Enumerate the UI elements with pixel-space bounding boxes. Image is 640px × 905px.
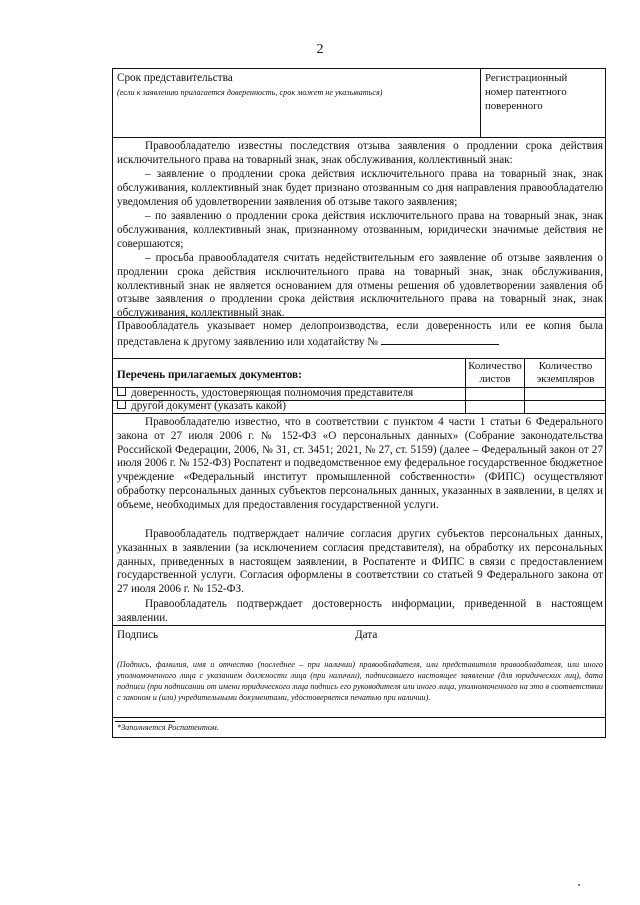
document-item[interactable] [117, 387, 462, 400]
document-item[interactable] [117, 400, 462, 413]
checkbox[interactable] [117, 387, 126, 396]
divider [113, 413, 605, 414]
term-label: Срок представительства [117, 72, 233, 84]
personal-data-paragraph-3: Правообладатель подтверждает достоверность информации, приведенной в настоящем заявлении. [117, 598, 603, 624]
divider [113, 137, 605, 138]
scan-mark [578, 884, 580, 886]
case-number-label: Правообладатель указывает номер делопроизводства, если доверенность или ее копия была представлена к другому заявлению или ходатайству № [117, 320, 603, 348]
consequences-item-2: – по заявлению о продлении срока действия исключительного права на товарный знак, знак обслуживания, коллективный знак, признанному отозванным, юридически значимые действия не совершаются; [117, 210, 603, 250]
documents-col-copies: Количество экземпляров [536, 360, 595, 385]
date-label: Дата [355, 629, 378, 641]
signature-label: Подпись [117, 629, 159, 641]
personal-data-paragraph-1: Правообладателю известно, что в соответствии с пунктом 4 части 1 статьи 6 Федерального закона от 27 июля 2006 г. № 152-ФЗ «О персональных данных» (Собрание законодательства Российской Федерации, 2006, № 31, ст. 3451; 2021, № 27, ст. 5159) (далее – Федеральный закон от 27 июля 2006 г. № 152-ФЗ) Роспатент и подведомственное ему федеральное государственное бюджетное учреждение «Федеральный институт промышленной собственности» (ФИПС) осуществляют обработку персональных данных субъектов персональных данных, указанных в заявлении, в целях и объеме, необходимых для предоставления государственной услуги. [117, 416, 603, 511]
header-divider [480, 69, 481, 137]
term-note: (если к заявлению прилагается доверенность, срок может не указываться) [117, 88, 383, 97]
reg-number-label: Регистрационный номер патентного поверенного [485, 72, 568, 112]
divider [113, 317, 605, 318]
consequences-item-1: – заявление о продлении срока действия исключительного права на товарный знак, знак обслуживания, коллективный знак будет признано отозванным со дня направления правообладателю уведомления об удовлетворении заявления об отзыве такого заявления; [117, 168, 603, 208]
application-form [112, 68, 606, 738]
page-number: 2 [316, 42, 324, 57]
document-item-label: доверенность, удостоверяющая полномочия представителя [131, 387, 414, 399]
divider [113, 717, 605, 718]
case-number-field[interactable] [381, 334, 499, 345]
checkbox[interactable] [117, 400, 126, 409]
documents-title: Перечень прилагаемых документов: [117, 369, 302, 381]
divider [113, 358, 605, 359]
signature-note: (Подпись, фамилия, имя и отчество (последнее – при наличии) правообладателя, или представителя правообладателя, или иного уполномоченного лица с указанием должности лица (при наличии), подписавшего настоящее заявление (для юридических лиц), дата подписи (при подписании от имени юридического лица подпись его руководителя или иного лица, уполномоченного на это в соответствии с законом и (или) учредительными документами, удостоверяется печатью при наличии). [117, 660, 603, 702]
personal-data-paragraph-2: Правообладатель подтверждает наличие согласия других субъектов персональных данных, указанных в заявлении (за исключением согласия представителя), на обработку их персональных данных, приведенных в настоящем заявлении, в Роспатенте и ФИПС в связи с предоставлением государственной услуги. Согласия оформлены в соответствии со статьей 9 Федерального закона от 27 июля 2006 г. № 152-ФЗ. [117, 528, 603, 596]
case-number-text [117, 320, 603, 350]
footnote: *Заполняется Роспатентом. [117, 723, 219, 732]
consequences-intro: Правообладателю известны последствия отзыва заявления о продлении срока действия исключительного права на товарный знак, знак обслуживания, коллективный знак: [117, 140, 603, 166]
consequences-item-3: – просьба правообладателя считать недействительным его заявление об отзыве заявления о продлении срока действия исключительного права на товарный знак, знак обслуживания, коллективный знак не является основанием для отмены решения об удовлетворении заявления об отзыве заявления о продлении срока действия исключительного права на товарный знак, знак обслуживания, коллективный знак. [117, 252, 603, 320]
divider [113, 625, 605, 626]
documents-col-sheets: Количество листов [468, 360, 522, 385]
document-item-label: другой документ (указать какой) [131, 400, 286, 412]
